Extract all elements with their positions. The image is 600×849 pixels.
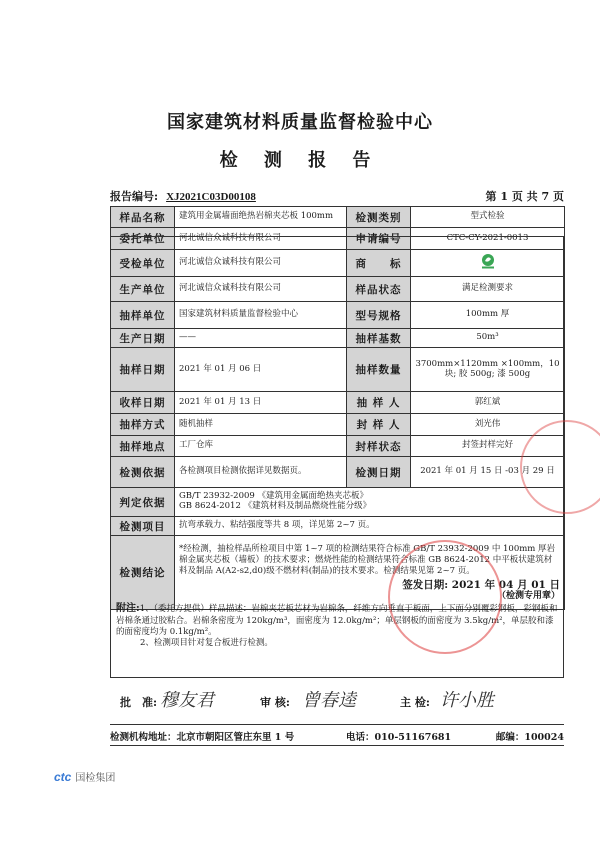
criteria-line-1: GB/T 23932-2009 《建筑用金属面绝热夹芯板》 <box>179 491 369 502</box>
issue-date-label: 签发日期: <box>402 578 449 591</box>
footer <box>110 724 564 746</box>
page-info: 第 1 页 共 7 页 <box>485 190 564 203</box>
approve-signature: 穆友君 <box>160 690 214 711</box>
sampler-org-label: 抽样单位 <box>111 302 175 329</box>
conclusion-label: 检测结论 <box>111 536 175 610</box>
sample-base: 50m³ <box>411 329 565 348</box>
sample-name-label: 样品名称 <box>111 207 175 228</box>
basis: 各检测项目检测依据详见数据页。 <box>175 457 347 488</box>
sampler-label: 抽 样 人 <box>347 392 411 414</box>
trademark-label: 商 标 <box>347 250 411 277</box>
approve-label: 批 准: <box>120 696 158 709</box>
sample-date: 2021 年 01 月 06 日 <box>175 348 347 392</box>
sample-date-label: 抽样日期 <box>111 348 175 392</box>
producer-label: 生产单位 <box>111 277 175 302</box>
prod-date: —— <box>175 329 347 348</box>
basis-label: 检测依据 <box>111 457 175 488</box>
model: 100mm 厚 <box>411 302 565 329</box>
seal-state: 封签封样完好 <box>411 436 565 457</box>
report-number-label: 报告编号: <box>110 190 159 203</box>
sample-base-label: 抽样基数 <box>347 329 411 348</box>
report-number-block <box>110 188 256 204</box>
test-type: 型式检验 <box>411 207 565 228</box>
items: 抗弯承载力、粘结强度等共 8 项，详见第 2~7 页。 <box>175 517 565 536</box>
official-stamp-icon <box>388 540 502 654</box>
client: 河北诚信众诚科技有限公司 <box>175 228 347 250</box>
applicant-no-label: 申请编号 <box>347 228 411 250</box>
inspected: 河北诚信众诚科技有限公司 <box>175 250 347 277</box>
sample-qty-label: 抽样数量 <box>347 348 411 392</box>
signature-row <box>110 684 564 718</box>
notes-line-2: 2、检测项目针对复合板进行检测。 <box>140 638 273 649</box>
method-label: 抽样方式 <box>111 414 175 436</box>
ctc-logo <box>54 769 115 784</box>
criteria-line-2: GB 8624-2012 《建筑材料及制品燃烧性能分级》 <box>179 501 372 511</box>
issue-date: 2021 年 04 月 01 日 <box>451 578 560 591</box>
ctc-logo-mark: ctc <box>54 770 72 784</box>
org-title: 国家建筑材料质量监督检验中心 <box>167 112 433 133</box>
test-date: 2021 年 01 月 15 日 -03 月 29 日 <box>411 457 565 488</box>
review-signature: 曾春逵 <box>302 690 356 711</box>
client-label: 委托单位 <box>111 228 175 250</box>
sample-state-label: 样品状态 <box>347 277 411 302</box>
notes-line-1: 1、（委托方提供）样品描述：岩棉夹芯板芯材为岩棉条，纤维方向垂直于板面，上下面分别覆彩钢板，彩钢板和岩棉条通过胶粘合。岩棉条密度为 120kg/m³，面密度为 12.0kg/m²；单层钢板的面密度为 3.5kg/m²，单层胶和漆的面密度均为 0.1kg/m²。 <box>116 604 558 637</box>
notes-label: 附注: <box>116 603 140 614</box>
report-number: XJ2021C03D00108 <box>166 191 256 203</box>
main-inspector-signature: 许小胜 <box>440 690 494 711</box>
seal-state-label: 封样状态 <box>347 436 411 457</box>
table-row <box>111 207 565 228</box>
footer-phone: 电话：010-51167681 <box>346 732 452 743</box>
sample-state: 满足检测要求 <box>411 277 565 302</box>
place-label: 抽样地点 <box>111 436 175 457</box>
sample-name: 建筑用金属墙面绝热岩棉夹芯板 100mm <box>175 207 347 228</box>
inspected-label: 受检单位 <box>111 250 175 277</box>
test-date-label: 检测日期 <box>347 457 411 488</box>
producer: 河北诚信众诚科技有限公司 <box>175 277 347 302</box>
issue-stamp-text: （检测专用章） <box>496 590 560 601</box>
sampler: 郭红斌 <box>411 392 565 414</box>
applicant-no: CTC-CY-2021-0013 <box>411 228 565 250</box>
conclusion-text: *经检测，抽检样品所检项目中第 1~7 项的检测结果符合标准 GB/T 23932-2009 中 100mm 厚岩棉金属夹芯板（墙板）的技术要求；燃烧性能的检测结果符合标准 GB 8624-2012 中平板状建筑材料及制品 A(A2-s2,d0)级不燃材料(制品)的技术要求。检测结果见第 2~7 页。 <box>179 543 556 576</box>
sealer: 刘光伟 <box>411 414 565 436</box>
receive-date: 2021 年 01 月 13 日 <box>175 392 347 414</box>
method: 随机抽样 <box>175 414 347 436</box>
main-inspector-label: 主 检: <box>400 696 430 709</box>
model-label: 型号规格 <box>347 302 411 329</box>
place: 工厂仓库 <box>175 436 347 457</box>
review-label: 审 核: <box>260 696 290 709</box>
test-type-label: 检测类别 <box>347 207 411 228</box>
ctc-logo-name: 国检集团 <box>75 773 116 784</box>
items-label: 检测项目 <box>111 517 175 536</box>
receive-date-label: 收样日期 <box>111 392 175 414</box>
sample-qty: 3700mm×1120mm ×100mm，10 块; 胶 500g; 漆 500g <box>411 348 565 392</box>
prod-date-label: 生产日期 <box>111 329 175 348</box>
sampler-org: 国家建筑材料质量监督检验中心 <box>175 302 347 329</box>
criteria-label: 判定依据 <box>111 488 175 517</box>
report-title: 检 测 报 告 <box>219 150 381 171</box>
footer-postcode: 邮编：100024 <box>495 732 564 743</box>
sealer-label: 封 样 人 <box>347 414 411 436</box>
footer-address: 检测机构地址：北京市朝阳区管庄东里 1 号 <box>110 732 295 743</box>
